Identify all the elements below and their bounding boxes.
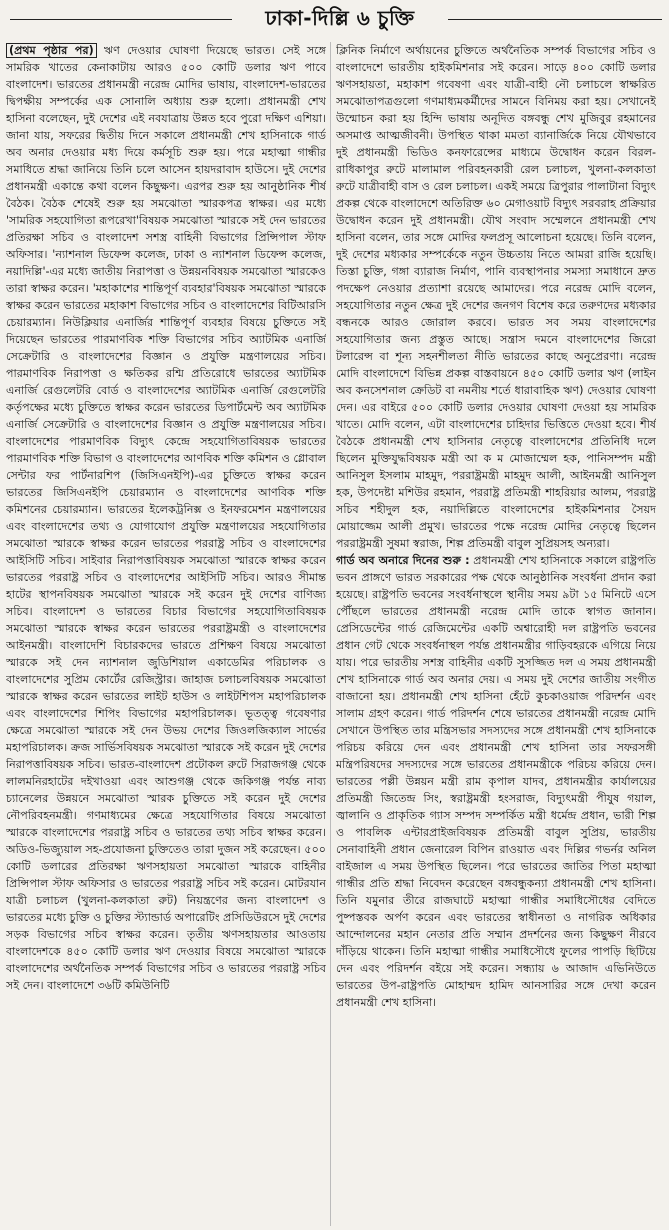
headline-rule-right [448,19,662,20]
headline: ঢাকা-দিল্লি ৬ চুক্তি [265,6,415,30]
article-column-right [336,42,656,1226]
column-divider [330,42,331,1226]
headline-rule-left [10,19,232,20]
continuation-label: (প্রথম পৃষ্ঠার পর) [6,43,97,58]
paragraph [336,552,656,1011]
article-column-left [6,42,326,1226]
paragraph-text: প্রধানমন্ত্রী শেখ হাসিনাকে সকালে রাষ্ট্রপতি ভবন প্রাঙ্গণে ভারত সরকারের পক্ষ থেকে আনুষ্ঠানিক সংবর্ধনা প্রদান করা হয়েছে। রাষ্ট্রপতি ভবনের সংবর্ধনাস্থলে স্থানীয় সময় ৯টা ১৫ মিনিটে এসে পৌঁছলে ভারতের প্রধানমন্ত্রী নরেন্দ্র মোদি তাকে স্বাগত জানান। প্রেসিডেন্টের গার্ড রেজিমেন্টের একটি অশ্বারোহী দল রাষ্ট্রপতি ভবনের প্রধান গেট থেকে সংবর্ধনাস্থল পর্যন্ত প্রধানমন্ত্রীর গাড়িবহরকে এগিয়ে নিয়ে যায়। পরে ভারতীয় সশস্ত্র বাহিনীর একটি সুসজ্জিত দল এ সময় প্রধানমন্ত্রী শেখ হাসিনাকে গার্ড অব অনার দেয়। এ সময় দুই দেশের জাতীয় সংগীত বাজানো হয়। প্রধানমন্ত্রী শেখ হাসিনা হেঁটে কুচকাওয়াজ পরিদর্শন এবং সালাম গ্রহণ করেন। গার্ড পরিদর্শন শেষে ভারতের প্রধানমন্ত্রী নরেন্দ্র মোদি সেখানে উপস্থিত তার মন্ত্রিসভার সদস্যদের সঙ্গে প্রধানমন্ত্রী শেখ হাসিনাকে পরিচয় করিয়ে দেন এবং প্রধানমন্ত্রী শেখ হাসিনা তার সফরসঙ্গী মন্ত্রিপরিষদের সদস্যদের সঙ্গে ভারতের প্রধানমন্ত্রীকে পরিচয় করিয়ে দেন। ভারতের পল্লী উন্নয়ন মন্ত্রী রাম কৃপাল যাদব, প্রধানমন্ত্রীর কার্যালয়ের প্রতিমন্ত্রী জিতেন্দ্র সিং, স্বরাষ্ট্রমন্ত্রী হংসরাজ, বিদ্যুৎমন্ত্রী পীযুষ গয়াল, জ্বালানি ও প্রাকৃতিক গ্যাস সম্পদ সম্পর্কিত মন্ত্রী ধর্মেন্দ্র প্রধান, ভারী শিল্প ও পাবলিক এন্টারপ্রাইজবিষয়ক প্রতিমন্ত্রী বাবুল সুপ্রিয়, ভারতীয় সেনাবাহিনী প্রধান জেনারেল বিপিন রাওয়াত এবং দিল্লির গভর্নর অনিল বাইজাল এ সময় উপস্থিত ছিলেন। পরে ভারতের জাতির পিতা মহাত্মা গান্ধীর প্রতি শ্রদ্ধা নিবেদন করেছেন বঙ্গবন্ধুকন্যা প্রধানমন্ত্রী শেখ হাসিনা। তিনি যমুনার তীরে রাজঘাটে মহাত্মা গান্ধীর সমাধিসৌধের বেদিতে পুষ্পস্তবক অর্পণ করেন এবং ভারতের স্বাধীনতা ও নাগরিক অধিকার আন্দোলনের মহান নেতার প্রতি সম্মান প্রদর্শনের জন্য কিছুক্ষণ নীরবে দাঁড়িয়ে থাকেন। তিনি মহাত্মা গান্ধীর সমাধিসৌধে ফুলের পাপড়ি ছিটিয়ে দেন এবং পরিদর্শন বইয়ে সই করেন। সন্ধ্যায় ৬ আজাদ এভিনিউতে ভারতের উপ-রাষ্ট্রপতি মোহাম্মদ হামিদ আনসারির সঙ্গে দেখা করেন প্রধানমন্ত্রী শেখ হাসিনা। [336,554,656,1009]
paragraph: ক্লিনিক নির্মাণে অর্থায়নের চুক্তিতে অর্থনৈতিক সম্পর্ক বিভাগের সচিব ও বাংলাদেশে ভারতীয় হাইকমিশনার সই করেন। সাড়ে ৪০০ কোটি ডলার ঋণসহায়তা, মহাকাশ গবেষণা এবং যাত্রী-বাহী নৌ চলাচলে স্বাক্ষরিত সমঝোতাপত্রগুলো গণমাধ্যমকর্মীদের সামনে বিনিময় করা হয়। সেখানেই উন্মোচন করা হয় হিন্দি ভাষায় অনূদিত বঙ্গবন্ধু শেখ মুজিবুর রহমানের অসমাপ্ত আত্মজীবনী। উপস্থিত থাকা মমতা ব্যানার্জিকে নিয়ে যৌথভাবে দুই প্রধানমন্ত্রী ভিডিও কনফারেন্সের মাধ্যমে উদ্বোধন করেন বিরল-রাধিকাপুর রুটে মালামাল পরিবহনকারী রেল চলাচল, খুলনা-কলকাতা রুটে যাত্রীবাহী বাস ও রেল চলাচল। একই সময়ে ত্রিপুরার পালাটানা বিদ্যুৎ প্রকল্প থেকে বাংলাদেশে অতিরিক্ত ৬০ মেগাওয়াট বিদ্যুৎ সরবরাহ প্রক্রিয়ার উদ্বোধন করেন দুই প্রধানমন্ত্রী। যৌথ সংবাদ সম্মেলনে প্রধানমন্ত্রী শেখ হাসিনা বলেন, তার সঙ্গে মোদির ফলপ্রসূ আলোচনা হয়েছে। তিনি বলেন, দুই দেশের মধ্যকার সম্পর্কেকে নতুন উচ্চতায় নিতে আমরা রাজি হয়েছি। তিস্তা চুক্তি, গঙ্গা ব্যারাজ নির্মাণ, পানি ব্যবস্থাপনার সমস্যা সমাধানে দ্রুত পদক্ষেপ নেওয়ার প্রত্যাশা রয়েছে আমাদের। পরে নরেন্দ্র মোদি বলেন, সহযোগিতার নতুন ক্ষেত্র দুই দেশের জনগণ বিশেষ করে তরুণদের মধ্যকার বন্ধনকে আরও জোরাল করবে। ভারত সব সময় বাংলাদেশের সহযোগিতার জন্য প্রস্তুত আছে। সন্ত্রাস দমনে বাংলাদেশের জিরো টলারেন্স বা শূন্য সহনশীলতা নীতি ভারতের কাছে অনুপ্রেরণা। নরেন্দ্র মোদি বাংলাদেশে বিভিন্ন প্রকল্প বাস্তবায়নে ৪৫০ কোটি ডলার ঋণ (লাইন অব কনসেশনাল ক্রেডিট বা নমনীয় শর্তে ধারাবাহিক ঋণ) দেওয়ার ঘোষণা দেন। এর বাইরে ৫০০ কোটি ডলার দেওয়ার ঘোষণা দেওয়া হয় সামরিক খাতে। মোদি বলেন, এটা বাংলাদেশের চাহিদার ভিত্তিতে দেওয়া হবে। শীর্ষ বৈঠকে প্রধানমন্ত্রী শেখ হাসিনার নেতৃত্বে বাংলাদেশের প্রতিনিধি দলে ছিলেন মুক্তিযুদ্ধবিষয়ক মন্ত্রী আ ক ম মোজাম্মেল হক, পানিসম্পদ মন্ত্রী আনিসুল ইসলাম মাহমুদ, পররাষ্ট্রমন্ত্রী মাহমুদ আলী, আইনমন্ত্রী আনিসুল হক, উপদেষ্টা মশিউর রহমান, পররাষ্ট্র প্রতিমন্ত্রী শাহরিয়ার আলম, পররাষ্ট্র সচিব শহীদুল হক, নয়াদিল্লিতে বাংলাদেশের হাইকমিশনার সৈয়দ মোয়াজ্জেম আলী প্রমুখ। ভারতের পক্ষে নরেন্দ্র মোদির নেতৃত্বে ছিলেন পররাষ্ট্রমন্ত্রী সুষমা স্বরাজ, শিল্প প্রতিমন্ত্রী বাবুল সুপ্রিয়সহ অন্যরা। [336,44,656,550]
paragraph [6,42,326,994]
paragraph-text: ঋণ দেওয়ার ঘোষণা দিয়েছে ভারত। সেই সঙ্গে সামরিক খাতের কেনাকাটায় আরও ৫০০ কোটি ডলার ঋণ পাবে বাংলাদেশ। ভারতের প্রধানমন্ত্রী নরেন্দ্র মোদির ভাষায়, বাংলাদেশ-ভারতের দ্বিপক্ষীয় সম্পর্কের এক সোনালি অধ্যায় শুরু হলো। প্রধানমন্ত্রী শেখ হাসিনা বলেছেন, দুই দেশের এই নবযাত্রায় উন্নত হবে পুরো দক্ষিণ এশিয়া। জানা যায়, সফরের দ্বিতীয় দিনে সকালে প্রধানমন্ত্রী শেখ হাসিনাকে গার্ড অব অনার দেওয়ার মধ্য দিয়ে কর্মসূচি শুরু হয়। পরে মহাত্মা গান্ধীর সমাধিতে শ্রদ্ধা জানিয়ে তিনি চলে আসেন হায়দরাবাদ হাউসে। দুই দেশের প্রধানমন্ত্রী একান্তে কথা বলেন কিছুক্ষণ। এরপর শুরু হয় আনুষ্ঠানিক শীর্ষ বৈঠক। বৈঠক শেষেই শুরু হয় সমঝোতা স্মারকপত্র স্বাক্ষর। এর মধ্যে 'সামরিক সহযোগিতা রূপরেখা'বিষয়ক সমঝোতা স্মারকে সই দেন ভারতের প্রতিরক্ষা সচিব ও বাংলাদেশ সশস্ত্র বাহিনী বিভাগের প্রিন্সিপাল স্টাফ অফিসার। 'ন্যাশনাল ডিফেন্স কলেজ, ঢাকা ও ন্যাশনাল ডিফেন্স কলেজ, নয়াদিল্লি'-এর মধ্যে জাতীয় নিরাপত্তা ও উন্নয়নবিষয়ক সমঝোতা স্মারকেও তারা স্বাক্ষর করেন। 'মহাকাশের শান্তিপূর্ণ ব্যবহার'বিষয়ক সমঝোতা স্মারকে স্বাক্ষর করেন ভারতের মহাকাশ বিভাগের সচিব ও বাংলাদেশের বিটিআরসি চেয়ারম্যান। নিউক্লিয়ার এনার্জির শান্তিপূর্ণ ব্যবহার বিষয়ে চুক্তিতে সই দিয়েছেন ভারতের পারমাণবিক শক্তি বিভাগের সচিব অ্যাটমিক এনার্জি সেক্রেটারি ও বাংলাদেশের বিজ্ঞান ও প্রযুক্তি মন্ত্রণালয়ের সচিব। পারমাণবিক নিরাপত্তা ও ক্ষতিকর রশ্মি প্রতিরোধে ভারতের অ্যাটমিক এনার্জি রেগুলেটরি বোর্ড ও বাংলাদেশের অ্যাটমিক এনার্জি রেগুলেটরি কর্তৃপক্ষের মধ্যে চুক্তিতে স্বাক্ষর করেন ভারতের ডিপার্টমেন্ট অব অ্যাটমিক এনার্জি সেক্রেটারি ও বাংলাদেশের বিজ্ঞান ও প্রযুক্তি মন্ত্রণালয়ের সচিব। বাংলাদেশের পারমাণবিক বিদ্যুৎ কেন্দ্রে সহযোগিতাবিষয়ক ভারতের পারমাণবিক শক্তি বিভাগ ও বাংলাদেশের আণবিক শক্তি কমিশন ও গ্লোবাল সেন্টার ফর পার্টনারশিপ (জিসিএনইপি)-এর চুক্তিতে স্বাক্ষর করেন ভারতের জিসিএনইপি চেয়ারম্যান ও বাংলাদেশের আণবিক শক্তি কমিশনের চেয়ারম্যান। ভারতের ইলেকট্রনিক্স ও ইনফরমেশন মন্ত্রণালয়ের এবং বাংলাদেশের তথ্য ও যোগাযোগ প্রযুক্তি মন্ত্রণালয়ের সহযোগিতার সমঝোতা স্মারকে স্বাক্ষর করেন ভারতের পররাষ্ট্র সচিব ও বাংলাদেশের আইসিটি সচিব। সাইবার নিরাপত্তাবিষয়ক সমঝোতা স্মারকে স্বাক্ষর করেন ভারতের পররাষ্ট্র সচিব ও বাংলাদেশের আইসিটি সচিব। আরও সীমান্ত হাটের স্থাপনবিষয়ক সমঝোতা স্মারকে সই করেন দুই দেশের বাণিজ্য সচিব। বাংলাদেশ ও ভারতের বিচার বিভাগের সহযোগিতাবিষয়ক সমঝোতা স্মারকে স্বাক্ষর করেন ভারতের পররাষ্ট্রমন্ত্রী ও বাংলাদেশের আইনমন্ত্রী। বাংলাদেশি বিচারকদের ভারতে প্রশিক্ষণ বিষয়ে সমঝোতা স্মারকে সই দেন ন্যাশনাল জুডিশিয়াল একাডেমির পরিচালক ও বাংলাদেশের সুপ্রিম কোর্টের রেজিস্ট্রার। জাহাজ চলাচলবিষয়ক সমঝোতা স্মারকে স্বাক্ষর করেন ভারতের লাইট হাউস ও লাইটশিপস মহাপরিচালক এবং বাংলাদেশের শিপিং বিভাগের মহাপরিচালক। ভূতত্ত্ব গবেষণার ক্ষেত্রে সমঝোতা স্মারকে সই দেন উভয় দেশের জিওলজিক্যাল সার্ভের মহাপরিচালক। ক্রজ সার্ভিসবিষয়ক সমঝোতা স্মারকে সই করেন দুই দেশের নিরাপত্তাবিষয়ক সচিব। ভারত-বাংলাদেশ প্রটোকল রুটে সিরাজগঞ্জ থেকে লালমনিরহাটের দইখাওয়া এবং আশুগঞ্জ থেকে জকিগঞ্জ পর্যন্ত নাব্য চ্যানেলের উন্নয়নে সমঝোতা স্মারক চুক্তিতে সই করেন দুই দেশের নৌপরিবহনমন্ত্রী। গণমাধ্যমের ক্ষেত্রে সহযোগিতার বিষয়ে সমঝোতা স্মারকে বাংলাদেশের পররাষ্ট্র সচিব ও ভারতের তথ্য সচিব স্বাক্ষর করেন। অডিও-ভিজ্যুয়াল সহ-প্রযোজনা চুক্তিতেও তারা দুজন সই করেছেন। ৫০০ কোটি ডলারের প্রতিরক্ষা ঋণসহায়তা সমঝোতা স্মারকে বাহিনীর প্রিন্সিপাল স্টাফ অফিসার ও ভারতের পররাষ্ট্র সচিব সই করেন। মোটরযান যাত্রী চলাচল (খুলনা-কলকাতা রুট) নিয়ন্ত্রণের জন্য বাংলাদেশ ও ভারতের মধ্যে চুক্তি ও চুক্তির স্ট্যান্ডার্ড অপারেটিং প্রসিডিউরসে দুই দেশের সড়ক বিভাগের সচিব স্বাক্ষর করেন। তৃতীয় ঋণসহায়তার আওতায় বাংলাদেশকে ৪৫০ কোটি ডলার ঋণ দেওয়ার বিষয়ে সমঝোতা স্মারকে বাংলাদেশের অর্থনৈতিক সম্পর্ক বিভাগের সচিব ও ভারতের পররাষ্ট্র সচিব সই দেন। বাংলাদেশে ৩৬টি কমিউনিটি [6,44,326,992]
subheading: গার্ড অব অনারে দিনের শুরু : [336,554,470,567]
